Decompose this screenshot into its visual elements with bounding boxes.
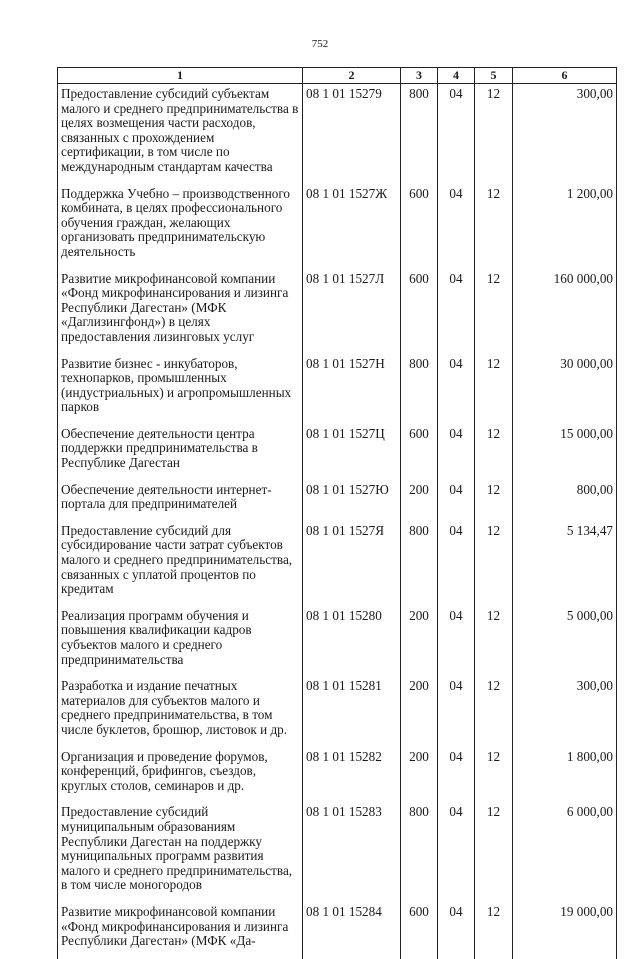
table-body: [58, 84, 617, 959]
expense-type-cell: 800: [401, 522, 438, 607]
subsection-cell: 12: [475, 355, 513, 425]
section-cell: 04: [438, 748, 475, 804]
target-code-cell: 08 1 01 15283: [303, 803, 401, 903]
section-cell: 04: [438, 425, 475, 481]
expense-type-cell: 600: [401, 185, 438, 270]
section-cell: 04: [438, 607, 475, 677]
target-code-cell: 08 1 01 15284: [303, 903, 401, 959]
section-cell: 04: [438, 522, 475, 607]
target-code-cell: 08 1 01 1527Л: [303, 270, 401, 355]
amount-cell: 15 000,00: [513, 425, 617, 481]
table-row: [58, 748, 617, 804]
header-row: [58, 68, 617, 84]
section-cell: 04: [438, 903, 475, 959]
budget-table: [57, 67, 617, 959]
expense-type-cell: 200: [401, 607, 438, 677]
amount-cell: 6 000,00: [513, 803, 617, 903]
subsection-cell: 12: [475, 270, 513, 355]
section-cell: 04: [438, 355, 475, 425]
expense-type-cell: 800: [401, 803, 438, 903]
section-cell: 04: [438, 677, 475, 747]
expense-name-cell: Предоставление субсидий для субсидирование части затрат субъектов малого и среднего предпринимательства, связанных с уплатой процентов по кредитам: [58, 522, 303, 607]
expense-name-cell: Организация и проведение форумов, конференций, брифингов, съездов, круглых столов, семинаров и др.: [58, 748, 303, 804]
section-cell: 04: [438, 481, 475, 522]
page-number: 752: [311, 38, 329, 50]
expense-name-cell: Предоставление субсидий субъектам малого и среднего предпринимательства в целях возмещения части расходов, связанных с прохождением сертификации, в том числе по международным стандартам качества: [58, 84, 303, 185]
amount-cell: 800,00: [513, 481, 617, 522]
target-code-cell: 08 1 01 15282: [303, 748, 401, 804]
section-cell: 04: [438, 185, 475, 270]
expense-name-cell: Развитие бизнес - инкубаторов, технопарков, промышленных (индустриальных) и агропромышленных парков: [58, 355, 303, 425]
amount-cell: 1 800,00: [513, 748, 617, 804]
amount-cell: 160 000,00: [513, 270, 617, 355]
expense-name-cell: Разработка и издание печатных материалов для субъектов малого и среднего предпринимательства, в том числе буклетов, брошюр, листовок и др.: [58, 677, 303, 747]
section-cell: 04: [438, 803, 475, 903]
target-code-cell: 08 1 01 1527Н: [303, 355, 401, 425]
expense-name-cell: Развитие микрофинансовой компании «Фонд микрофинансирования и лизинга Республики Дагестан» (МФК «Даглизингфонд») в целях предоставления лизинговых услуг: [58, 270, 303, 355]
table-row: [58, 803, 617, 903]
expense-type-cell: 600: [401, 270, 438, 355]
table-row: [58, 677, 617, 747]
table-row: [58, 903, 617, 959]
subsection-cell: 12: [475, 903, 513, 959]
target-code-cell: 08 1 01 15281: [303, 677, 401, 747]
column-header-4: 4: [438, 68, 475, 84]
table-header: [58, 68, 617, 84]
amount-cell: 300,00: [513, 84, 617, 185]
table-row: [58, 355, 617, 425]
subsection-cell: 12: [475, 607, 513, 677]
target-code-cell: 08 1 01 1527Ж: [303, 185, 401, 270]
subsection-cell: 12: [475, 84, 513, 185]
amount-cell: 19 000,00: [513, 903, 617, 959]
column-header-1: 1: [58, 68, 303, 84]
column-header-2: 2: [303, 68, 401, 84]
table-row: [58, 481, 617, 522]
expense-type-cell: 800: [401, 84, 438, 185]
section-cell: 04: [438, 270, 475, 355]
target-code-cell: 08 1 01 1527Я: [303, 522, 401, 607]
section-cell: 04: [438, 84, 475, 185]
expense-type-cell: 600: [401, 425, 438, 481]
expense-name-cell: Обеспечение деятельности интернет-портала для предпринимателей: [58, 481, 303, 522]
subsection-cell: 12: [475, 425, 513, 481]
target-code-cell: 08 1 01 15279: [303, 84, 401, 185]
amount-cell: 300,00: [513, 677, 617, 747]
table-row: [58, 425, 617, 481]
subsection-cell: 12: [475, 185, 513, 270]
target-code-cell: 08 1 01 1527Ю: [303, 481, 401, 522]
expense-type-cell: 200: [401, 677, 438, 747]
amount-cell: 30 000,00: [513, 355, 617, 425]
expense-type-cell: 800: [401, 355, 438, 425]
table-row: [58, 607, 617, 677]
table-row: [58, 522, 617, 607]
table-row: [58, 185, 617, 270]
amount-cell: 5 134,47: [513, 522, 617, 607]
expense-name-cell: Поддержка Учебно – производственного комбината, в целях профессионального обучения граждан, желающих организовать предпринимательскую деятельность: [58, 185, 303, 270]
subsection-cell: 12: [475, 748, 513, 804]
expense-type-cell: 200: [401, 481, 438, 522]
subsection-cell: 12: [475, 481, 513, 522]
amount-cell: 1 200,00: [513, 185, 617, 270]
table-row: [58, 270, 617, 355]
target-code-cell: 08 1 01 15280: [303, 607, 401, 677]
expense-name-cell: Развитие микрофинансовой компании «Фонд микрофинансирования и лизинга Республики Дагестан» (МФК «Да-: [58, 903, 303, 959]
expense-type-cell: 200: [401, 748, 438, 804]
expense-name-cell: Обеспечение деятельности центра поддержки предпринимательства в Республике Дагестан: [58, 425, 303, 481]
target-code-cell: 08 1 01 1527Ц: [303, 425, 401, 481]
subsection-cell: 12: [475, 677, 513, 747]
column-header-3: 3: [401, 68, 438, 84]
subsection-cell: 12: [475, 522, 513, 607]
expense-name-cell: Реализация программ обучения и повышения квалификации кадров субъектов малого и среднего предпринимательства: [58, 607, 303, 677]
column-header-6: 6: [513, 68, 617, 84]
amount-cell: 5 000,00: [513, 607, 617, 677]
expense-type-cell: 600: [401, 903, 438, 959]
subsection-cell: 12: [475, 803, 513, 903]
column-header-5: 5: [475, 68, 513, 84]
expense-name-cell: Предоставление субсидий муниципальным образованиям Республики Дагестан на поддержку муниципальных программ развития малого и среднего предпринимательства, в том числе моногородов: [58, 803, 303, 903]
table-row: [58, 84, 617, 185]
